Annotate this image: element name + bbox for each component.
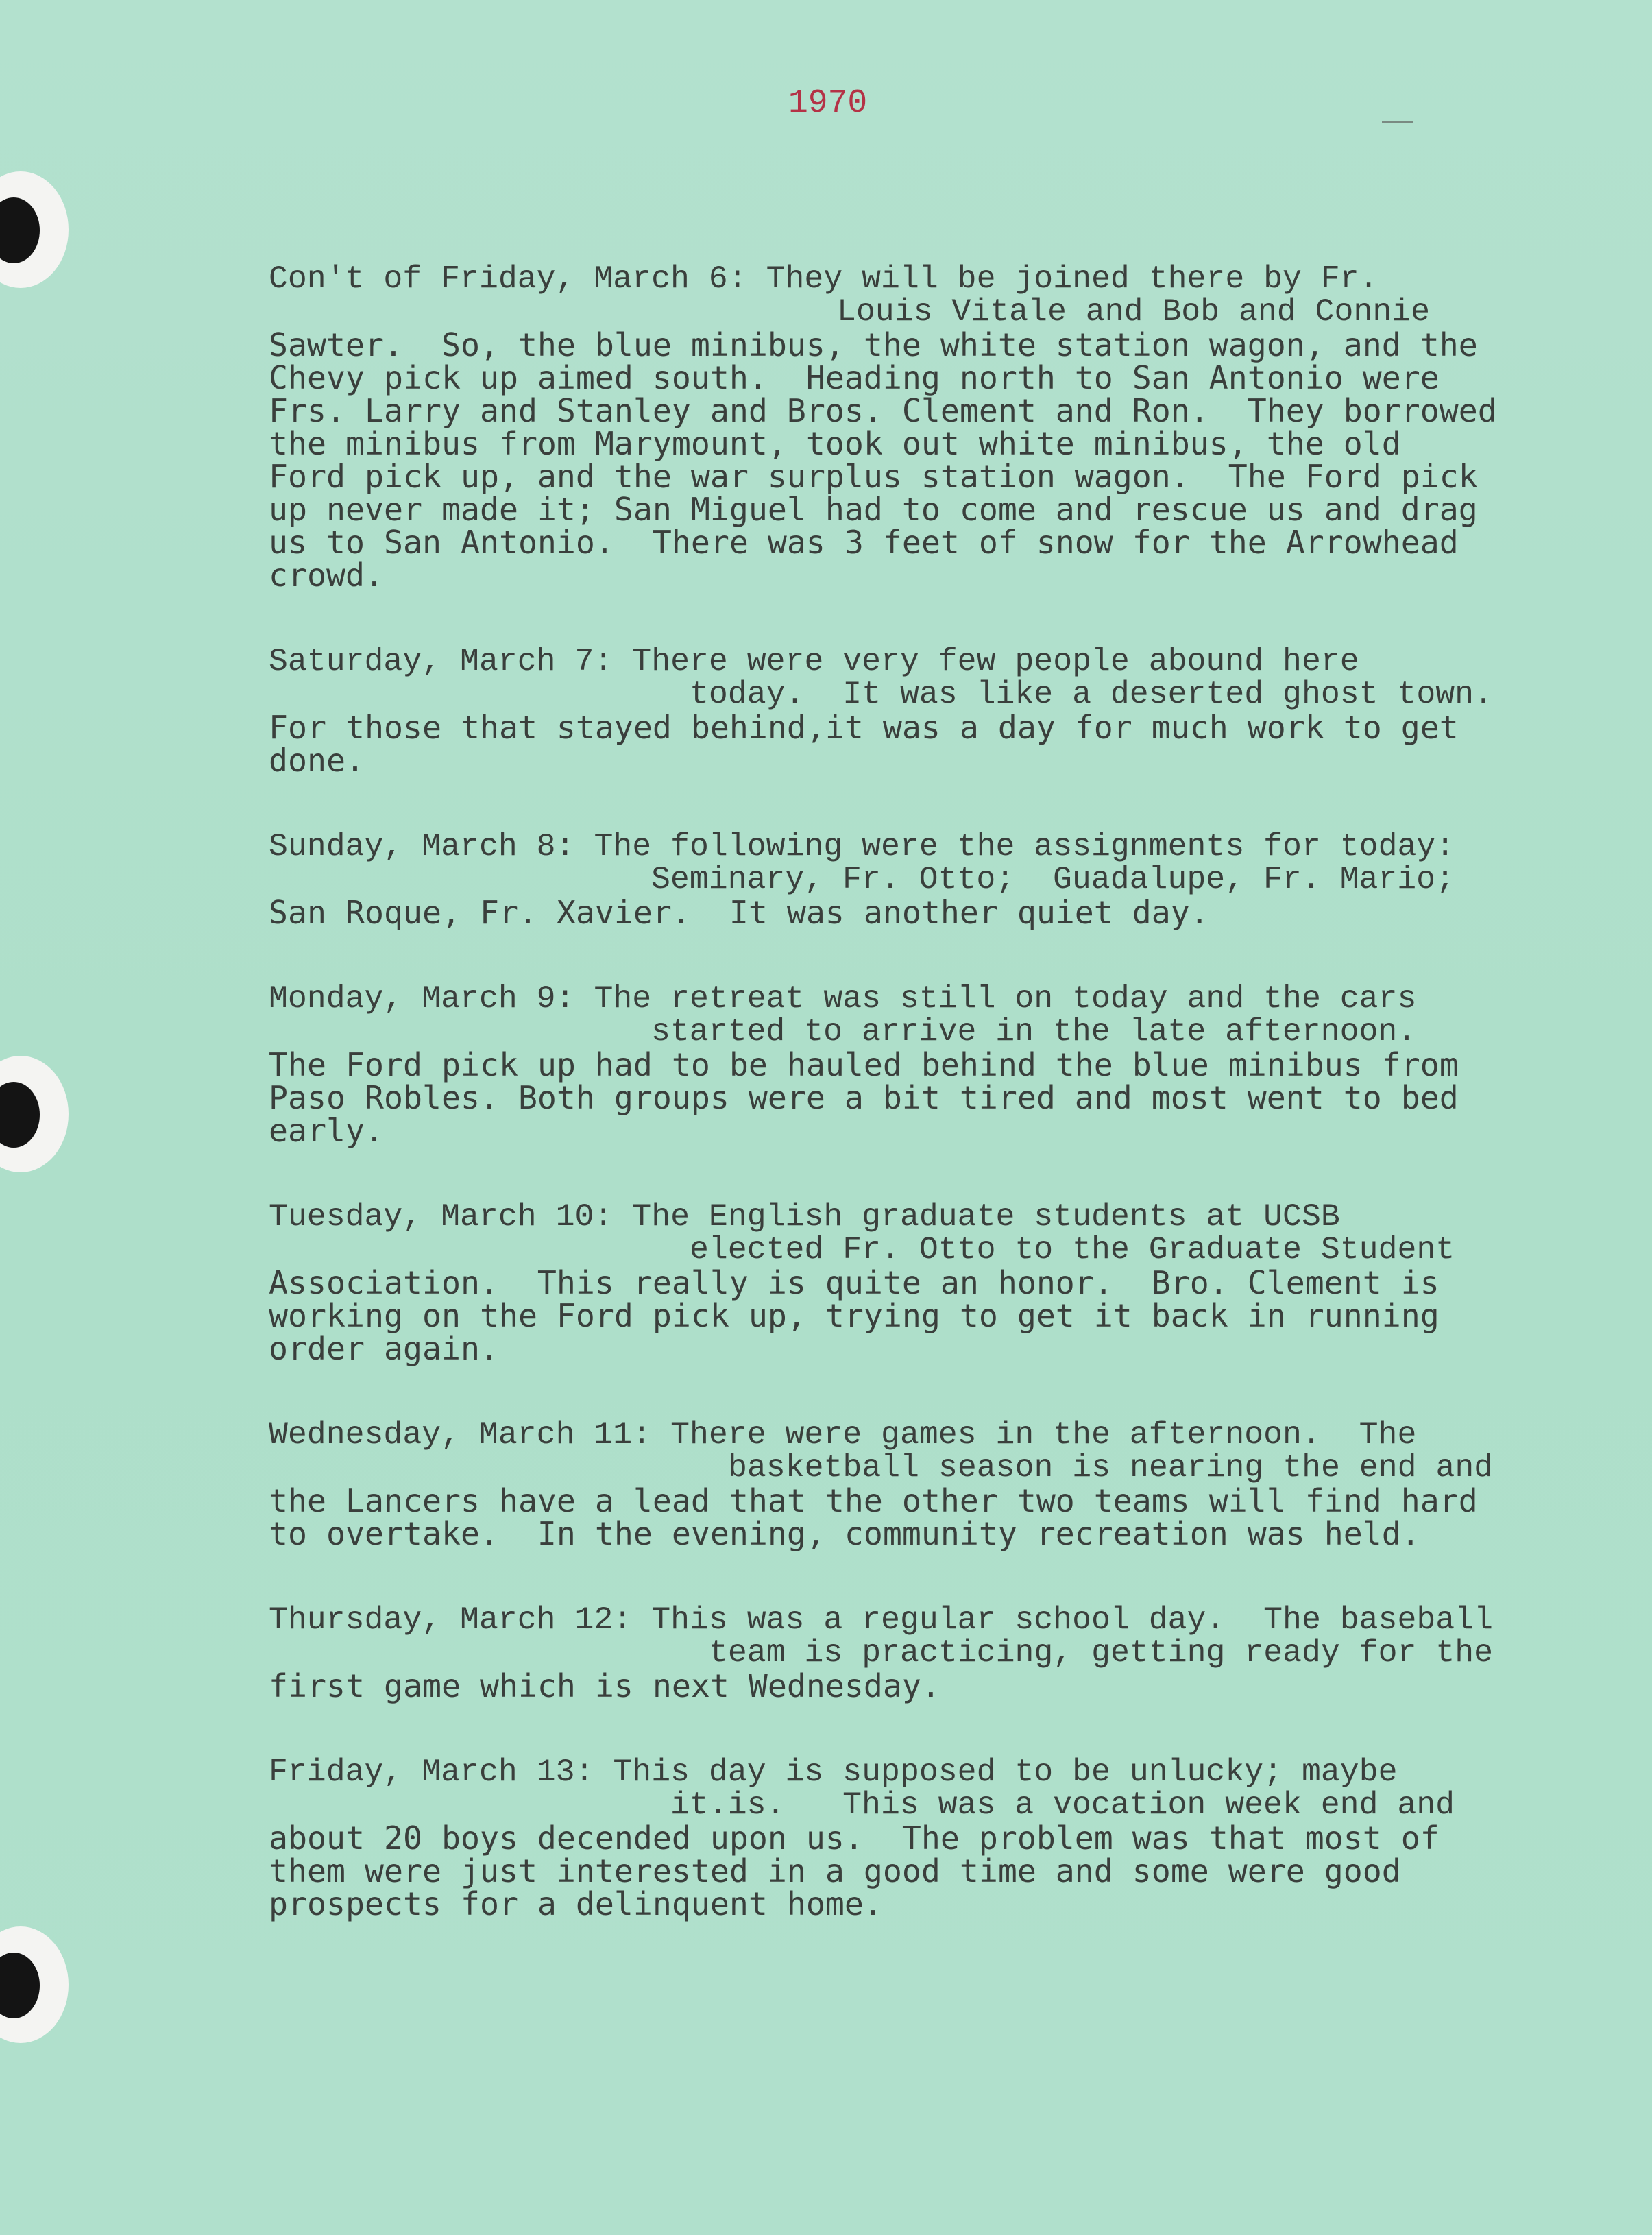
entry-body: about 20 boys decended upon us. The problem was that most of them were just interested in a good time and some were good prospects for a delinquent home. (269, 1820, 1440, 1922)
diary-entries (269, 263, 1633, 1974)
binder-hole (0, 171, 69, 288)
entry-line: There were very few people abound here (632, 643, 1359, 679)
entry-line: This was a regular school day. The baseball (651, 1602, 1493, 1638)
diary-entry (269, 1200, 1633, 1365)
entry-line: There were games in the afternoon. The (670, 1416, 1417, 1453)
binder-hole (0, 1056, 69, 1172)
entry-body: The Ford pick up had to be hauled behind the blue minibus from Paso Robles. Both groups were a bit tired and most went to bed early. (269, 1046, 1459, 1149)
entry-line: Louis Vitale and Bob and Connie (837, 293, 1431, 330)
entry-line: Seminary, Fr. Otto; Guadalupe, Fr. Mario; (651, 861, 1455, 897)
entry-line: it.is. This was a vocation week end and (670, 1787, 1455, 1823)
diary-entry (269, 1604, 1633, 1702)
entry-body: first game which is next Wednesday. (269, 1667, 940, 1704)
entry-line: The English graduate students at UCSB (632, 1198, 1340, 1235)
entry-heading: Wednesday, March 11: (269, 1416, 652, 1453)
entry-heading: Con't of Friday, March 6: (269, 261, 747, 297)
entry-line: They will be joined there by Fr. (766, 261, 1378, 297)
entry-line: today. It was like a deserted ghost town. (690, 676, 1493, 712)
entry-line: team is practicing, getting ready for the (709, 1634, 1494, 1671)
entry-heading: Saturday, March 7: (269, 643, 614, 679)
page-year: 1970 (788, 85, 868, 122)
entry-line: The retreat was still on today and the cars (594, 980, 1417, 1017)
entry-body: For those that stayed behind,it was a day for much work to get done. (269, 709, 1459, 779)
diary-entry (269, 1418, 1633, 1550)
entry-body: the Lancers have a lead that the other two teams will find hard to overtake. In the evening, community recreation was held. (269, 1482, 1478, 1552)
diary-entry (269, 263, 1633, 592)
entry-line: started to arrive in the late afternoon. (651, 1013, 1417, 1050)
diary-entry (269, 982, 1633, 1147)
entry-body: San Roque, Fr. Xavier. It was another quiet day. (269, 894, 1209, 931)
entry-line: This day is supposed to be unlucky; maybe (613, 1754, 1398, 1790)
diary-entry (269, 830, 1633, 929)
entry-heading: Monday, March 9: (269, 980, 575, 1017)
diary-entry (269, 1756, 1633, 1920)
diary-entry (269, 645, 1633, 777)
entry-heading: Thursday, March 12: (269, 1602, 633, 1638)
entry-heading: Friday, March 13: (269, 1754, 594, 1790)
entry-heading: Tuesday, March 10: (269, 1198, 614, 1235)
binder-hole (0, 1926, 69, 2043)
entry-line: The following were the assignments for today: (594, 828, 1455, 865)
entry-body: Association. This really is quite an honor. Bro. Clement is working on the Ford pick up, trying to get it back in running order again. (269, 1264, 1440, 1367)
entry-line: elected Fr. Otto to the Graduate Student (690, 1231, 1455, 1268)
pencil-mark (1382, 121, 1413, 123)
entry-heading: Sunday, March 8: (269, 828, 575, 865)
entry-line: basketball season is nearing the end and (728, 1449, 1494, 1486)
entry-body: Sawter. So, the blue minibus, the white station wagon, and the Chevy pick up aimed south. Heading north to San Antonio were Frs. Larry and Stanley and Bros. Clement and Ron. They borrowed the minibus from Marymount, took out white minibus, the old Ford pick up, and the war surplus station wagon. The Ford pick up never made it; San Miguel had to come and rescue us and drag us to San Antonio. There was 3 feet of snow for the Arrowhead crowd. (269, 326, 1497, 594)
